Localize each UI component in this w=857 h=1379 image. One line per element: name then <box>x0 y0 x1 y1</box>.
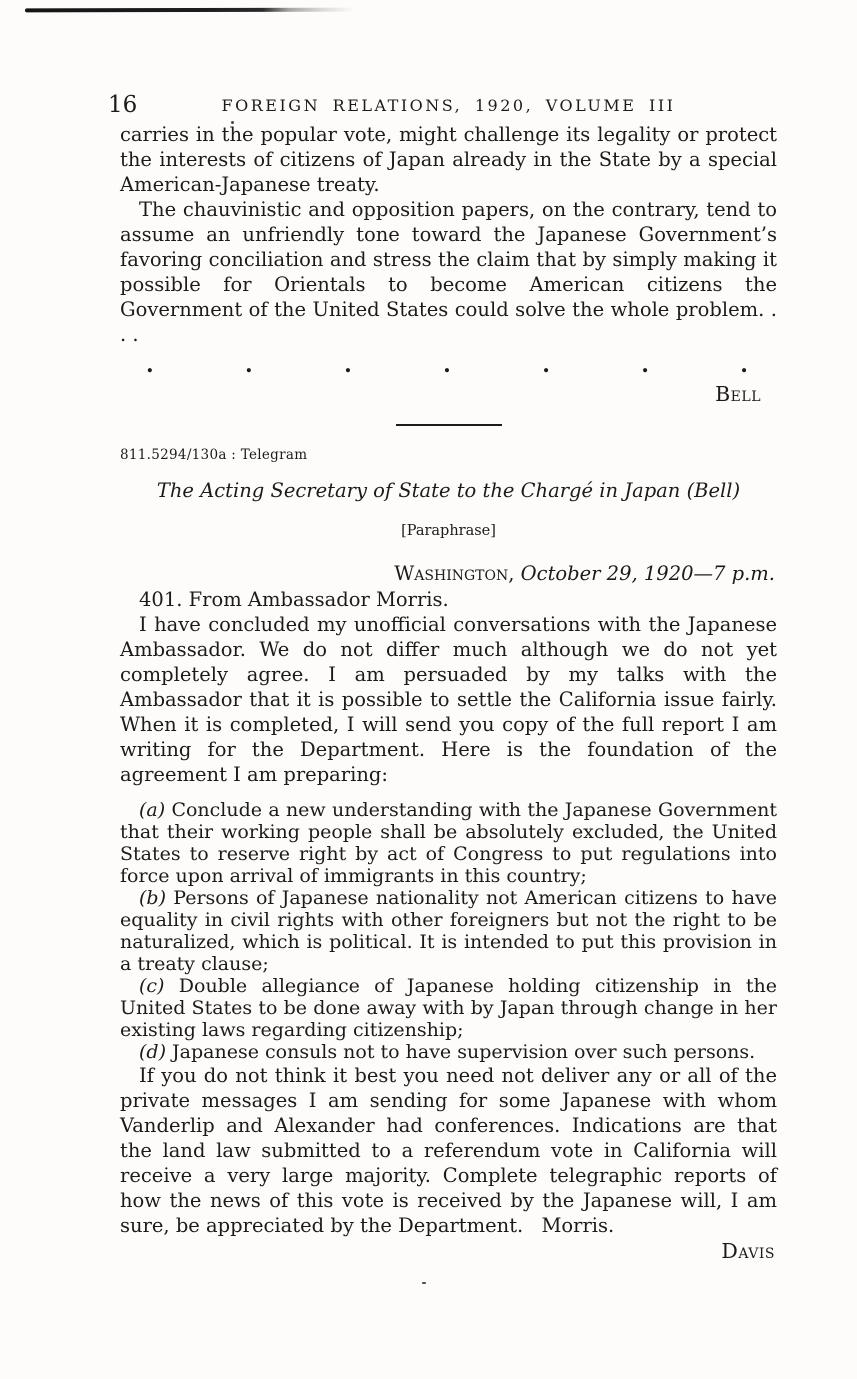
section-divider <box>396 424 502 426</box>
closing-text: If you do not think it best you need not deliver any or all of the private messages I am sending for some Japanese with whom Vanderlip and Alexander had conferences. Indications are that the land law submitted to a referendum vote in California will receive a very large majority. Complete telegraphic reports of how the news of this vote is received by the Japanese will, I am sure, be appreciated by the Department. <box>120 1064 777 1237</box>
point-item <box>120 887 777 975</box>
ellipsis-dot: . <box>245 352 253 378</box>
point-text: Persons of Japanese nationality not American citizens to have equality in civil rights with other foreigners but not the right to be naturalized, which is political. It is intended to put this provision in a treaty clause; <box>120 887 777 975</box>
point-text: Japanese consuls not to have supervision over such persons. <box>172 1041 756 1063</box>
ellipsis-dot: . <box>740 352 748 378</box>
point-item <box>120 799 777 887</box>
file-reference: 811.5294/130a : Telegram <box>120 447 308 463</box>
closing-signoff: Morris. <box>541 1214 615 1237</box>
point-label: (d) <box>139 1041 166 1063</box>
signature-davis: Davis <box>721 1239 775 1263</box>
paraphrase-note: [Paraphrase] <box>401 523 496 539</box>
running-header: FOREIGN RELATIONS, 1920, VOLUME III <box>221 96 676 115</box>
point-item <box>120 975 777 1041</box>
continuation-paragraph: carries in the popular vote, might challenge its legality or protect the interests of citizens of Japan already in the State by a special American-Japanese treaty. <box>120 123 777 196</box>
ink-speck <box>422 1282 426 1284</box>
page-content <box>108 92 777 1263</box>
ellipsis-dot: . <box>146 352 154 378</box>
closing-paragraph <box>120 1063 777 1238</box>
page-header <box>108 92 777 122</box>
ellipsis-dot: . <box>641 352 649 378</box>
signature-bell: Bell <box>715 382 761 406</box>
message-number-line: 401. From Ambassador Morris. <box>139 588 449 611</box>
ellipsis-dot: . <box>344 352 352 378</box>
dateline-date: October 29, 1920—7 p.m. <box>520 562 775 585</box>
points-list <box>120 799 777 1063</box>
dateline <box>120 561 777 587</box>
point-label: (b) <box>139 887 166 909</box>
ellipsis-dot: . <box>542 352 550 378</box>
ellipsis-row <box>120 352 777 381</box>
scan-artifact-line <box>25 8 355 13</box>
page-number: 16 <box>108 92 138 118</box>
point-label: (a) <box>139 799 166 821</box>
paragraph: The chauvinistic and opposition papers, on the contrary, tend to assume an unfriendly tone toward the Japanese Government’s favoring conciliation and stress the claim that by simply making it possible for Orientals to become American citizens the Government of the United States could solve the whole problem. . . . <box>120 198 777 346</box>
point-label: (c) <box>139 975 165 997</box>
intro-paragraph: I have concluded my unofficial conversations with the Japanese Ambassador. We do not differ much although we do not yet completely agree. I am persuaded by my talks with the Ambassador that it is possible to settle the California issue fairly. When it is completed, I will send you copy of the full report I am writing for the Department. Here is the foundation of the agreement I am preparing: <box>120 613 777 786</box>
point-text: Conclude a new understanding with the Japanese Government that their working people shall be absolutely excluded, the United States to reserve right by act of Congress to put regulations into force upon arrival of immigrants in this country; <box>120 799 777 887</box>
ellipsis-dot: . <box>443 352 451 378</box>
document-heading: The Acting Secretary of State to the Chargé in Japan (Bell) <box>156 479 741 502</box>
point-text: Double allegiance of Japanese holding citizenship in the United States to be done away with by Japan through change in her existing laws regarding citizenship; <box>120 975 777 1041</box>
dateline-place: Washington, <box>394 562 515 585</box>
point-item <box>120 1041 777 1063</box>
